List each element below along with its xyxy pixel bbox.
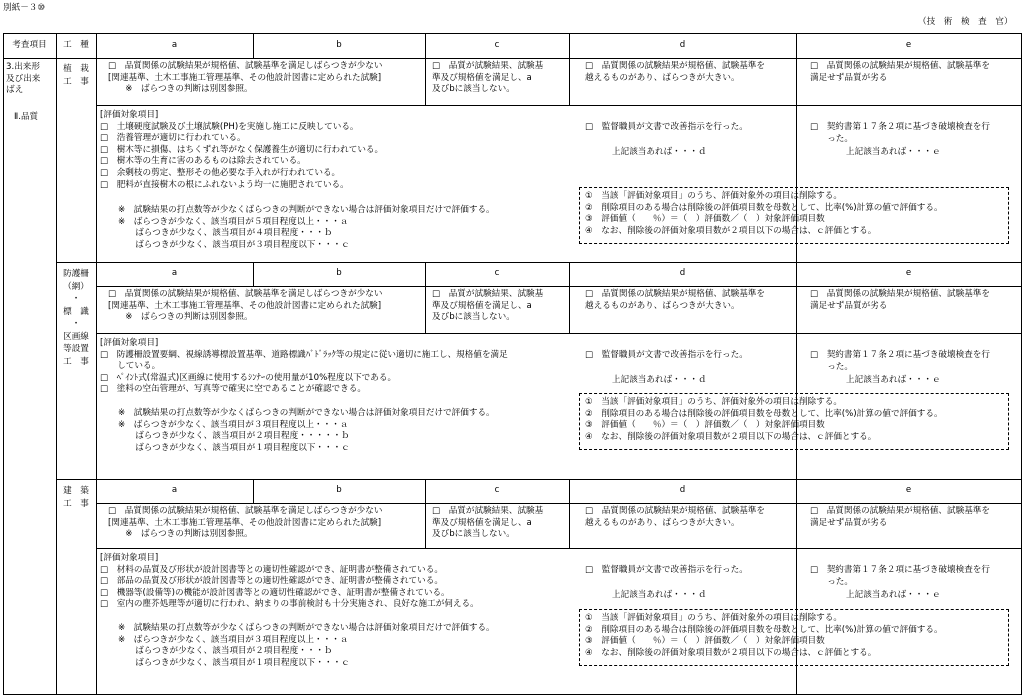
evaluation-items: [評価対象項目] □ 土壌硬度試験及び土壌試験(PH)を実施し施工に反映している。 □ 浩養管理が適切に行われている。 □ 樹木等に損傷、はちくずれ等がなく保護養生が適切に行われている。 □ 樹木等の生育に害のあるものは除去されている。 □ 余剰枝の剪定、整形その他必要な手入れが行われている。 □ 肥料が直接樹木の根にふれないよう均一に施肥されている。	[100, 110, 384, 190]
criteria-d: □ 品質関係の試験結果が規格値、試験基準を 越えるものがあり、ばらつきが大きい。	[585, 61, 765, 83]
criteria-ab: □ 品質関係の試験結果が規格値、試験基準を満足しばらつきが少ない [関連基準、土木工事施工管理基準、その他設計図書に定められた試験] ※ ばらつきの判断は別図参照。	[108, 61, 383, 95]
criteria-c: □ 品質が試験結果、試験基 準及び規格値を満足し、a 及びbに該当しない。	[432, 61, 544, 95]
e-evaluation: □ 契約書第１７条２項に基づき破壊検査を行 った。	[810, 565, 990, 587]
criteria-c: □ 品質が試験結果、試験基 準及び規格値を満足し、a 及びbに該当しない。	[432, 506, 544, 540]
evaluation-items: [評価対象項目] □ 防護柵設置要綱、視線誘導標設置基準、道路標識ﾊﾞﾄﾞﾗｯｸ等の規定に従い適切に施工し、規格値を満足 している。 □ ﾍﾟｲﾝﾄ式(常温式)区画線に使用するｼﾝﾅｰの使用量が10%程度以下である。 □ 塗料の空缶管理が、写真等で確実に空であることが確認できる。	[100, 338, 508, 395]
note-box-text: ① 当該「評価対象項目」のうち、評価対象外の項目は削除する。 ② 削除項目のある場合は削除後の評価項目数を母数として、比率(%)計算の値で評価する。 ③ 評価値（ ％）＝（ ）評価数／（ ）対象評価項目数 ④ なお、削除後の評価対象項目数が２項目以下の場合は、ｃ評価とする。	[585, 613, 943, 658]
item-label: 3.出来形 及び出来 ばえ	[6, 62, 41, 96]
header-grade-c: c	[494, 40, 500, 50]
e-evaluation: □ 契約書第１７条２項に基づき破壊検査を行 った。	[810, 122, 990, 144]
grade-header-a: a	[171, 268, 178, 278]
criteria-d: □ 品質関係の試験結果が規格値、試験基準を 越えるものがあり、ばらつきが大きい。	[585, 506, 765, 528]
grade-header-b: b	[336, 485, 342, 495]
work-type-label: 建 築 工 事	[63, 486, 89, 509]
header-type: 工 種	[63, 40, 89, 50]
note-box-text: ① 当該「評価対象項目」のうち、評価対象外の項目は削除する。 ② 削除項目のある場合は削除後の評価項目数を母数として、比率(%)計算の値で評価する。 ③ 評価値（ ％）＝（ ）評価数／（ ）対象評価項目数 ④ なお、削除後の評価対象項目数が２項目以下の場合は、ｃ評価とする。	[585, 397, 943, 442]
header-item: 考査項目	[12, 40, 47, 50]
grade-header-c: c	[494, 268, 500, 278]
criteria-e: □ 品質関係の試験結果が規格値、試験基準を 満足せず品質が劣る	[810, 61, 990, 83]
d-evaluation: □ 監督職員が文書で改善指示を行った。	[585, 350, 748, 360]
d-note: 上記該当あれば・・・ｄ	[612, 147, 707, 157]
work-type-label: 植 栽 工 事	[63, 64, 89, 87]
header-grade-e: e	[905, 40, 912, 50]
evaluation-notes: ※ 試験結果の打点数等が少なくばらつきの判断ができない場合は評価対象項目だけで評価する。 ※ ばらつきが少なく、該当項目が３項目程度以上・・・ａ ばらつきが少なく、該当項目が２項目程度・・・ｂ ばらつきが少なく、該当項目が１項目程度以下・・・ｃ	[118, 623, 495, 668]
evaluation-notes: ※ 試験結果の打点数等が少なくばらつきの判断ができない場合は評価対象項目だけで評価する。 ※ ばらつきが少なく、該当項目が３項目程度以上・・・ａ ばらつきが少なく、該当項目が２項目程度・・・・・ｂ ばらつきが少なく、該当項目が１項目程度以下・・・ｃ	[118, 408, 495, 453]
grade-header-c: c	[494, 485, 500, 495]
header-grade-b: b	[336, 40, 342, 50]
criteria-ab: □ 品質関係の試験結果が規格値、試験基準を満足しばらつきが少ない [関連基準、土木工事施工管理基準、その他設計図書に定められた試験] ※ ばらつきの判断は別図参照。	[108, 506, 383, 540]
form-number: 別紙－３⑩	[3, 3, 46, 13]
e-note: 上記該当あれば・・・ｅ	[846, 590, 941, 600]
header-grade-d: d	[679, 40, 686, 50]
d-note: 上記該当あれば・・・ｄ	[612, 375, 707, 385]
criteria-e: □ 品質関係の試験結果が規格値、試験基準を 満足せず品質が劣る	[810, 289, 990, 311]
item-sub-label: Ⅱ.品質	[14, 112, 39, 122]
grade-header-a: a	[171, 485, 178, 495]
work-type-label: 防護柵 （網） ・ 標 識 ・ 区画線 等設置 工 事	[63, 269, 89, 367]
d-evaluation: □ 監督職員が文書で改善指示を行った。	[585, 122, 748, 132]
e-note: 上記該当あれば・・・ｅ	[846, 375, 941, 385]
e-evaluation: □ 契約書第１７条２項に基づき破壊検査を行 った。	[810, 350, 990, 372]
criteria-ab: □ 品質関係の試験結果が規格値、試験基準を満足しばらつきが少ない [関連基準、土木工事施工管理基準、その他設計図書に定められた試験] ※ ばらつきの判断は別図参照。	[108, 289, 383, 323]
criteria-d: □ 品質関係の試験結果が規格値、試験基準を 越えるものがあり、ばらつきが大きい。	[585, 289, 765, 311]
e-note: 上記該当あれば・・・ｅ	[846, 147, 941, 157]
grade-header-e: e	[905, 485, 912, 495]
grade-header-e: e	[905, 268, 912, 278]
criteria-e: □ 品質関係の試験結果が規格値、試験基準を 満足せず品質が劣る	[810, 506, 990, 528]
inspector-label: （技 術 検 査 官）	[918, 17, 1013, 27]
note-box-text: ① 当該「評価対象項目」のうち、評価対象外の項目は削除する。 ② 削除項目のある場合は削除後の評価項目数を母数として、比率(%)計算の値で評価する。 ③ 評価値（ ％）＝（ ）評価数／（ ）対象評価項目数 ④ なお、削除後の評価対象項目数が２項目以下の場合は、ｃ評価とする。	[585, 191, 943, 236]
criteria-c: □ 品質が試験結果、試験基 準及び規格値を満足し、a 及びbに該当しない。	[432, 289, 544, 323]
d-note: 上記該当あれば・・・ｄ	[612, 590, 707, 600]
header-grade-a: a	[171, 40, 178, 50]
evaluation-items: [評価対象項目] □ 材料の品質及び形状が設計図書等との適切性確認ができ、証明書が整備されている。 □ 部品の品質及び形状が設計図書等との適切性確認ができ、証明書が整備されている。 □ 機器等(設備等)の機能が設計図書等との適切性確認ができ、証明書が整備されている。 □ 室内の塵芥処理等が適切に行われ、納まりの事前検討も十分実施され、良好な施工が伺える。	[100, 553, 479, 610]
d-evaluation: □ 監督職員が文書で改善指示を行った。	[585, 565, 748, 575]
grade-header-d: d	[679, 268, 686, 278]
grade-header-b: b	[336, 268, 342, 278]
evaluation-notes: ※ 試験結果の打点数等が少なくばらつきの判断ができない場合は評価対象項目だけで評価する。 ※ ばらつきが少なく、該当項目が５項目程度以上・・・ａ ばらつきが少なく、該当項目が４項目程度・・・ｂ ばらつきが少なく、該当項目が３項目程度以下・・・ｃ	[118, 205, 495, 250]
grade-header-d: d	[679, 485, 686, 495]
